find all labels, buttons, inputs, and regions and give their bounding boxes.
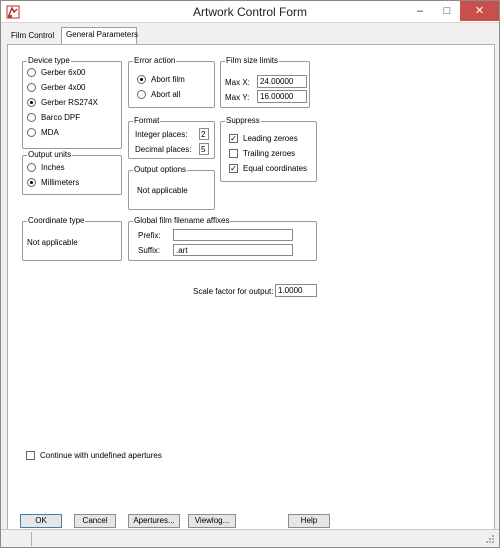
suppress-equal-coordinates[interactable]: ✓ Equal coordinates — [230, 164, 308, 173]
radio-gerber-rs274x[interactable] — [27, 98, 36, 107]
format-group — [128, 116, 215, 159]
scale-factor-input[interactable]: 1.0000 — [275, 284, 317, 297]
status-separator — [31, 532, 32, 546]
output-options-text: Not applicable — [137, 186, 188, 195]
device-type-option-mda[interactable]: MDA — [27, 128, 59, 137]
device-type-option-gerber-4x00[interactable]: Gerber 4x00 — [27, 83, 85, 92]
max-x-input[interactable]: 24.00000 — [257, 75, 307, 88]
global-affixes-title: Global film filename affixes — [134, 216, 230, 225]
close-button[interactable] — [460, 1, 499, 21]
device-type-option-gerber-rs274x[interactable]: Gerber RS274X — [27, 98, 98, 107]
minimize-icon: – — [416, 5, 424, 17]
suppress-group — [220, 116, 317, 182]
max-x-label: Max X: — [225, 78, 250, 87]
output-options-title: Output options — [134, 165, 187, 174]
resize-grip-icon[interactable] — [485, 534, 495, 544]
radio-gerber-6x00[interactable] — [27, 68, 36, 77]
minimize-button[interactable] — [406, 1, 434, 21]
output-units-title: Output units — [28, 150, 72, 159]
error-action-option-abort-all[interactable]: Abort all — [137, 90, 180, 99]
ok-button[interactable]: OK — [20, 514, 62, 528]
close-icon: ✕ — [474, 5, 485, 17]
max-y-input[interactable]: 16.00000 — [257, 90, 307, 103]
integer-places-label: Integer places: — [135, 130, 188, 139]
continue-undefined-apertures[interactable]: Continue with undefined apertures — [26, 451, 162, 460]
suppress-title: Suppress — [226, 116, 260, 125]
max-y-label: Max Y: — [225, 93, 250, 102]
radio-mda[interactable] — [27, 128, 36, 137]
help-button[interactable]: Help — [288, 514, 330, 528]
device-type-option-gerber-6x00[interactable]: Gerber 6x00 — [27, 68, 85, 77]
decimal-places-input[interactable]: 5 — [199, 143, 209, 155]
apertures-button[interactable]: Apertures... — [128, 514, 180, 528]
error-action-title: Error action — [134, 56, 176, 65]
device-type-group — [22, 56, 122, 149]
radio-abort-all[interactable] — [137, 90, 146, 99]
tab-film-control[interactable]: Film Control — [7, 29, 61, 44]
suppress-trailing-zeroes[interactable]: Trailing zeroes — [229, 149, 295, 158]
maximize-icon: □ — [443, 5, 451, 17]
general-parameters-page — [7, 44, 495, 538]
coordinate-type-text: Not applicable — [27, 238, 78, 247]
device-type-title: Device type — [28, 56, 70, 65]
output-units-option-millimeters[interactable]: Millimeters — [27, 178, 79, 187]
title-bar[interactable] — [1, 1, 499, 23]
radio-inches[interactable] — [27, 163, 36, 172]
output-units-option-inches[interactable]: Inches — [27, 163, 65, 172]
suffix-input[interactable]: .art — [173, 244, 293, 256]
prefix-label: Prefix: — [138, 231, 161, 240]
coordinate-type-title: Coordinate type — [28, 216, 85, 225]
viewlog-button[interactable]: Viewlog... — [188, 514, 236, 528]
film-size-limits-group — [220, 56, 310, 108]
maximize-button[interactable] — [434, 1, 460, 21]
radio-millimeters[interactable] — [27, 178, 36, 187]
error-action-option-abort-film[interactable]: Abort film — [137, 75, 185, 84]
output-units-group — [22, 150, 122, 195]
status-bar — [1, 529, 499, 547]
radio-gerber-4x00[interactable] — [27, 83, 36, 92]
error-action-group — [128, 56, 215, 108]
integer-places-input[interactable]: 2 — [199, 128, 209, 140]
device-type-option-barco-dpf[interactable]: Barco DPF — [27, 113, 80, 122]
leading-zeroes-checkbox[interactable]: ✓ — [230, 134, 237, 143]
global-affixes-group — [128, 216, 317, 261]
scale-factor-label: Scale factor for output: — [193, 287, 274, 296]
continue-undefined-checkbox[interactable] — [26, 451, 35, 460]
trailing-zeroes-checkbox[interactable] — [229, 149, 238, 158]
suppress-leading-zeroes[interactable]: ✓ Leading zeroes — [230, 134, 298, 143]
format-title: Format — [134, 116, 160, 125]
equal-coordinates-checkbox[interactable]: ✓ — [230, 164, 237, 173]
film-size-limits-title: Film size limits — [226, 56, 278, 65]
cancel-button[interactable]: Cancel — [74, 514, 116, 528]
suffix-label: Suffix: — [138, 246, 161, 255]
decimal-places-label: Decimal places: — [135, 145, 192, 154]
radio-abort-film[interactable] — [137, 75, 146, 84]
coordinate-type-group — [22, 216, 122, 261]
tab-general-parameters[interactable]: General Parameters — [61, 27, 137, 44]
radio-barco-dpf[interactable] — [27, 113, 36, 122]
prefix-input[interactable] — [173, 229, 293, 241]
window-title: Artwork Control Form — [192, 5, 308, 19]
output-options-group — [128, 165, 215, 210]
